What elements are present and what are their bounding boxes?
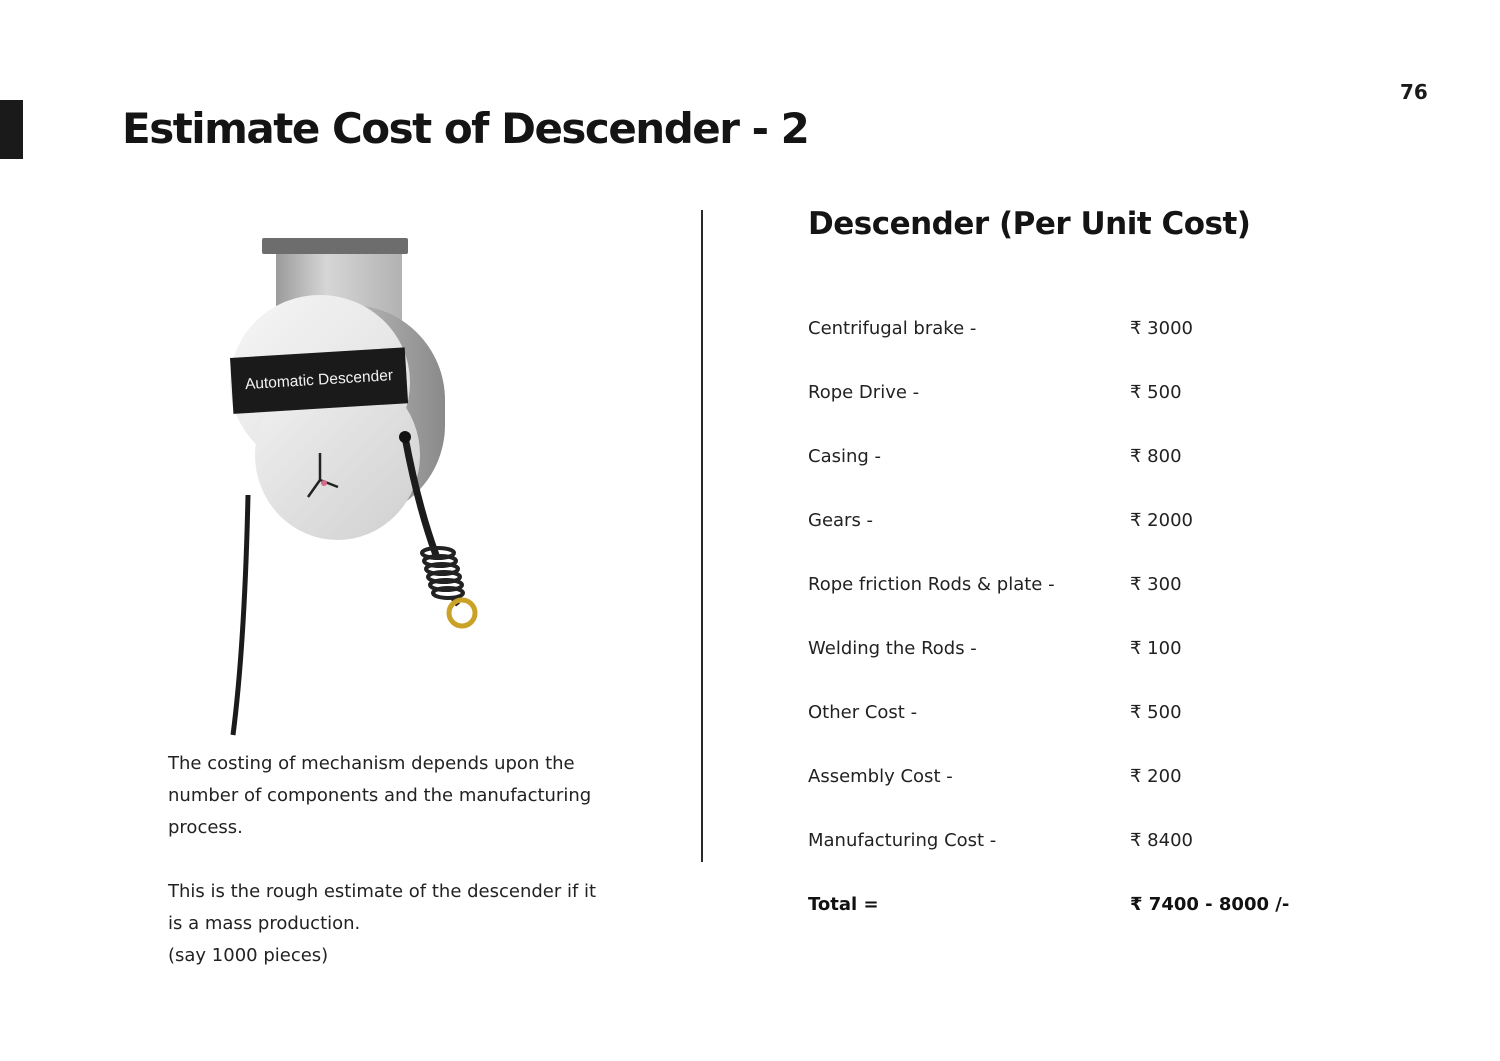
cost-amount: ₹ 300 [1130,574,1182,595]
cost-total-row [808,886,1408,950]
description-paragraph-2 [168,876,608,972]
cost-row [808,758,1408,822]
vertical-divider [701,210,703,862]
cost-table [808,310,1408,950]
cost-row [808,310,1408,374]
cost-item: Welding the Rods - [808,638,977,659]
description-paragraph-1: The costing of mechanism depends upon the number of components and the manufacturing process. [168,753,592,838]
cost-row [808,630,1408,694]
descender-illustration [200,225,500,740]
cost-row [808,438,1408,502]
cost-amount: ₹ 500 [1130,702,1182,723]
description-note: (say 1000 pieces) [168,945,329,966]
cost-amount: ₹ 8400 [1130,830,1193,851]
rope-exit-icon [399,431,411,443]
spring-icon [422,548,463,598]
page-title: Estimate Cost of Descender - 2 [122,104,809,153]
cost-item: Casing - [808,446,882,467]
cost-table-title: Descender (Per Unit Cost) [808,206,1251,242]
right-rope [405,437,436,555]
cost-amount: ₹ 200 [1130,766,1182,787]
cost-amount: ₹ 800 [1130,446,1182,467]
face-dot [321,480,327,486]
cost-row [808,502,1408,566]
cost-item: Manufacturing Cost - [808,830,997,851]
cost-amount: ₹ 100 [1130,638,1182,659]
cost-amount: ₹ 2000 [1130,510,1193,531]
total-label: Total = [808,894,879,915]
descender-drawing [200,225,500,740]
description-line: This is the rough estimate of the descender if it is a mass production. [168,881,597,934]
left-rope [233,495,248,735]
ring-icon [449,600,475,626]
cost-item: Other Cost - [808,702,918,723]
cost-amount: ₹ 3000 [1130,318,1193,339]
descender-label: Automatic Descender [230,347,408,414]
page-number: 76 [1400,80,1428,104]
cost-row [808,374,1408,438]
section-marker-bar [0,100,23,159]
cost-amount: ₹ 500 [1130,382,1182,403]
cost-row [808,822,1408,886]
cost-item: Rope Drive - [808,382,920,403]
cost-row [808,694,1408,758]
cost-item: Gears - [808,510,874,531]
cost-item: Assembly Cost - [808,766,953,787]
cost-item: Centrifugal brake - [808,318,977,339]
face-mark-icon [308,453,338,497]
total-amount: ₹ 7400 - 8000 /- [1130,894,1290,915]
cost-row [808,566,1408,630]
cost-item: Rope friction Rods & plate - [808,574,1055,595]
